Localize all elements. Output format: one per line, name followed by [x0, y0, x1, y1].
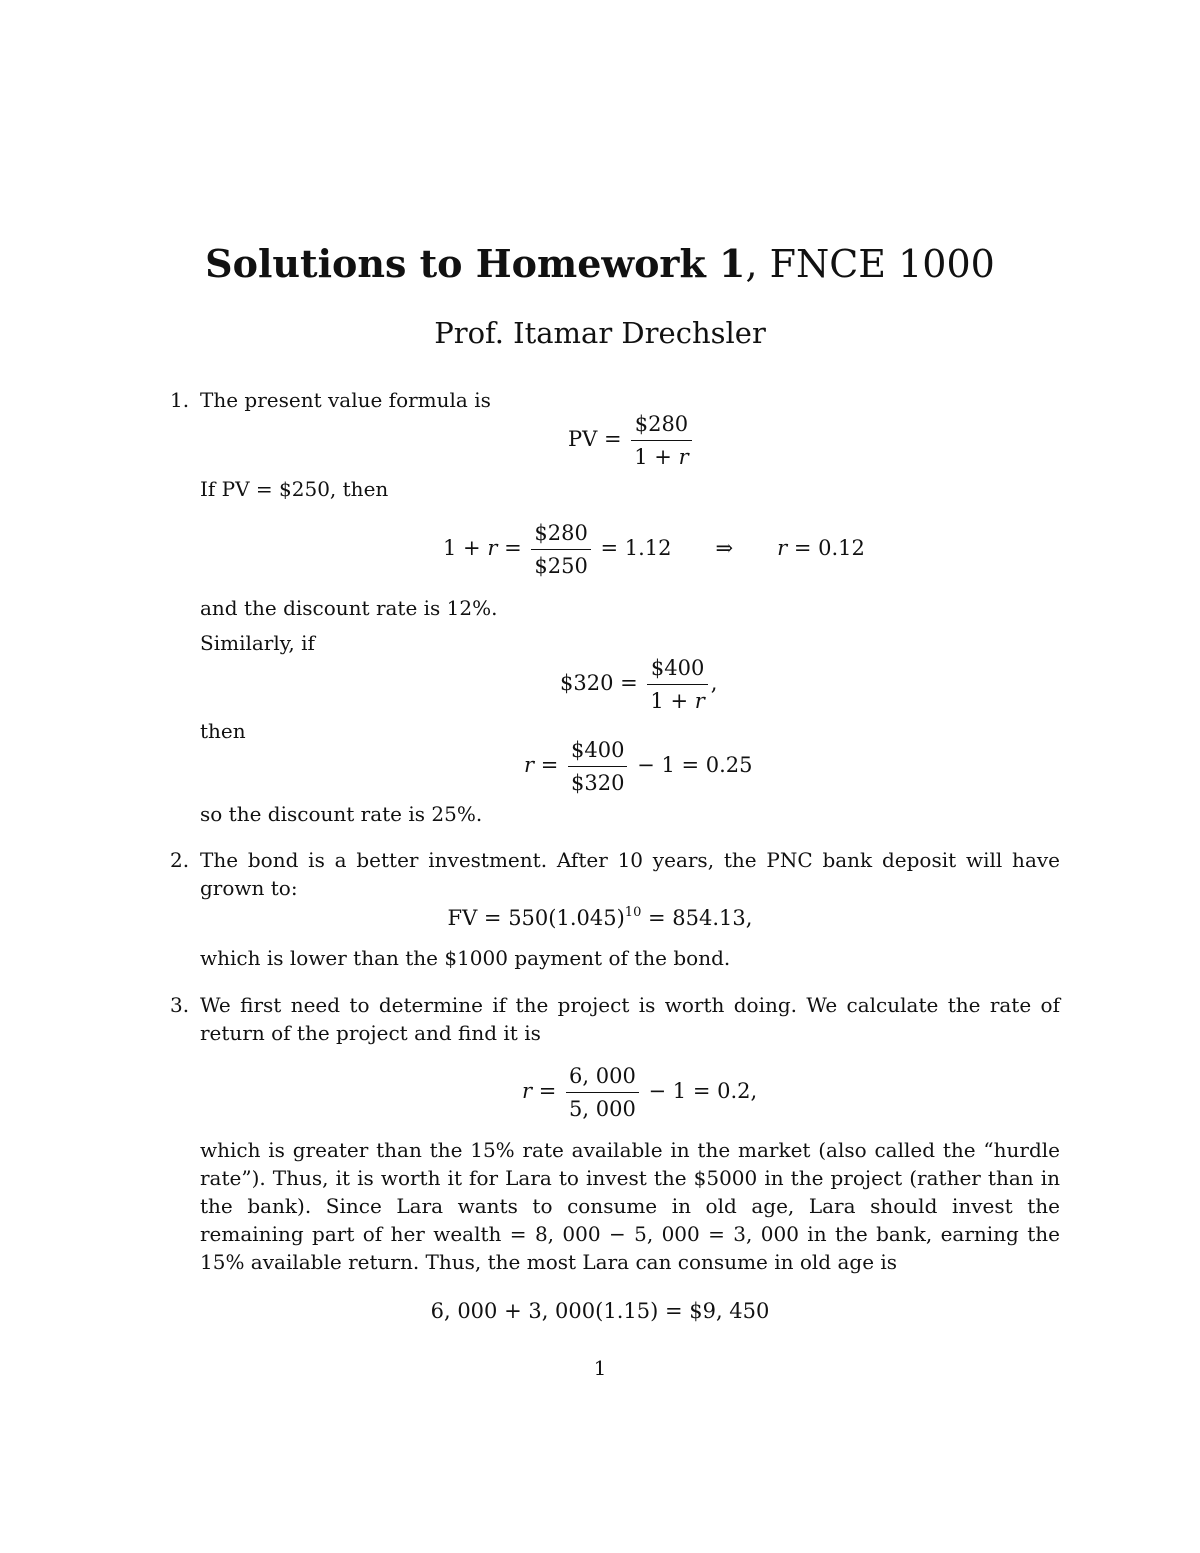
comma: , [710, 671, 718, 695]
den-part: 1 + [634, 445, 672, 469]
denominator: $250 [534, 554, 588, 578]
fraction [531, 519, 590, 580]
q2-equation-fv [0, 904, 1200, 932]
numerator: $280 [531, 519, 590, 550]
q3-after: which is greater than the 15% rate available in the market (also called the “hurdle rate”). Thus, it is worth it for Lara to invest the $5000 in the project (rather than in the bank). Since Lara wants to consume in old age, Lara should invest the remaining part of her wealth = 8, 000 − 5, 000 = 3, 000 in the bank, earning the 15% available return. Thus, the most Lara can consume in old age is [200, 1138, 1060, 1274]
eq-result: − 1 = 0.25 [637, 753, 753, 777]
rate-symbol: r [678, 445, 689, 469]
rate-symbol: r [487, 536, 498, 560]
q1-rate-line2: so the discount rate is 25%. [200, 802, 483, 826]
q2-after: which is lower than the $1000 payment of the bond. [200, 946, 731, 970]
q3-number: 3. [170, 993, 190, 1017]
fraction [566, 1062, 639, 1123]
equals: = [540, 753, 559, 777]
equals: = [504, 536, 522, 560]
title-bold: Solutions to Homework 1 [205, 241, 746, 286]
eq-lhs: 1 + [443, 536, 481, 560]
exponent: 10 [624, 905, 642, 920]
eq-result: = 1.12 [600, 536, 672, 560]
eq-lhs: $320 = [560, 671, 638, 695]
q3-text: We first need to determine if the project is worth doing. We calculate the rate of return of the project and find it is [200, 993, 1060, 1045]
fraction [647, 654, 707, 715]
eq-lhs: FV = 550(1.045) [447, 906, 625, 930]
q1-rate-line: and the discount rate is 12%. [200, 596, 498, 620]
q1-similarly: Similarly, if [200, 631, 315, 655]
q1-then: then [200, 719, 246, 743]
eq-result: − 1 = 0.2, [648, 1079, 758, 1103]
title-rest: , FNCE 1000 [745, 242, 995, 286]
q2-number: 2. [170, 848, 190, 872]
q1-equation-320 [560, 654, 717, 715]
author: Prof. Itamar Drechsler [434, 316, 766, 350]
page-title [0, 238, 1200, 290]
eq-result: = 854.13, [648, 906, 753, 930]
q1-number: 1. [170, 388, 190, 412]
fraction [631, 410, 691, 471]
q1-intro: The present value formula is [200, 388, 491, 412]
q1-if-line: If PV = $250, then [200, 477, 389, 501]
q3-final-equation: 6, 000 + 3, 000(1.15) = $9, 450 [430, 1299, 770, 1323]
page-number: 1 [593, 1356, 607, 1380]
eq-lhs: PV = [568, 427, 622, 451]
denominator [647, 685, 707, 715]
denominator: $320 [571, 771, 625, 795]
rate-symbol: r [524, 753, 535, 777]
den-part: 1 + [650, 689, 689, 713]
rate-symbol: r [522, 1079, 533, 1103]
q1-equation-pv [568, 410, 695, 471]
q3-equation-r [522, 1062, 757, 1123]
q1-equation-rate [443, 519, 865, 580]
rate-symbol: r [694, 689, 705, 713]
denominator [631, 441, 691, 471]
fraction [568, 736, 627, 797]
q2-text: The bond is a better investment. After 10 years, the PNC bank deposit will have grown to: [200, 848, 1060, 900]
rate-symbol: r [777, 536, 788, 560]
denominator: 5, 000 [569, 1097, 636, 1121]
numerator: 6, 000 [566, 1062, 639, 1093]
q1-equation-r [524, 736, 753, 797]
numerator: $400 [568, 736, 627, 767]
equals: = [538, 1079, 557, 1103]
numerator: $280 [631, 410, 691, 441]
eq-result: = 0.12 [793, 536, 865, 560]
implies-symbol: ⇒ [715, 536, 734, 560]
numerator: $400 [647, 654, 707, 685]
